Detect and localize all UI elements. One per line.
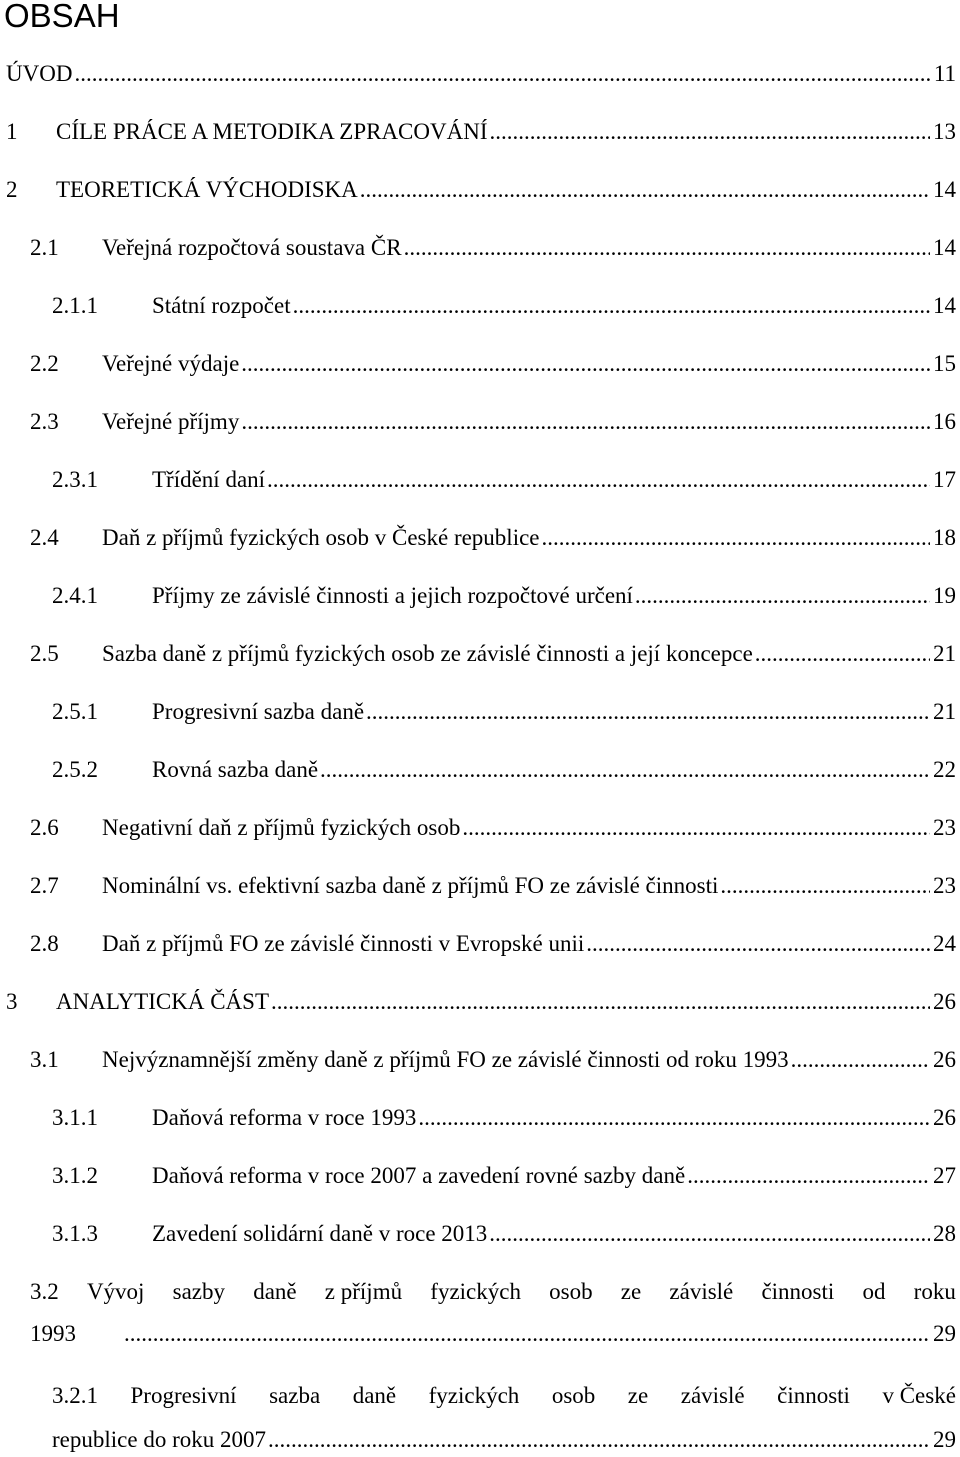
toc-entry-number: 2.6 <box>30 815 59 840</box>
toc-entry-number: 2.5.2 <box>52 757 98 782</box>
toc-entry-title: Nominální vs. efektivní sazba daně z příjmů FO ze závislé činnosti <box>102 873 719 898</box>
dot-leader <box>540 522 930 554</box>
toc-entry-number: 2.1.1 <box>52 293 98 318</box>
dot-leader <box>265 464 930 496</box>
toc-entry-number: 3.2 <box>30 1279 59 1304</box>
toc-entry-number: 2.8 <box>30 931 59 956</box>
toc-entry-word: Progresivní <box>130 1383 237 1408</box>
toc-entry-number: 2.3.1 <box>52 467 98 492</box>
dot-leader <box>718 870 930 902</box>
dot-leader <box>364 696 930 728</box>
dot-leader <box>487 1218 930 1250</box>
toc-entry[interactable] <box>30 638 956 670</box>
toc-entry-title: Sazba daně z příjmů fyzických osob ze závislé činnosti a její koncepce <box>102 641 753 666</box>
toc-entry-number: 2.5.1 <box>52 699 98 724</box>
toc-page-number: 14 <box>933 177 956 202</box>
toc-page-number: 18 <box>933 525 956 550</box>
toc-entry-title: Veřejné výdaje <box>102 351 240 376</box>
toc-entry-title: Daň z příjmů FO ze závislé činnosti v Evropské unii <box>102 931 585 956</box>
dot-leader <box>239 406 930 438</box>
toc-entry[interactable] <box>6 174 956 206</box>
toc-entry[interactable] <box>6 986 956 1018</box>
dot-leader <box>266 1424 930 1456</box>
toc-page-number: 16 <box>933 409 956 434</box>
toc-entry[interactable] <box>30 812 956 844</box>
toc-entry-title: Progresivní sazba daně <box>152 699 365 724</box>
toc-entry-number: 2.1 <box>30 235 59 260</box>
dot-leader <box>402 232 930 264</box>
toc-entry-line[interactable] <box>30 1276 956 1308</box>
toc-page-number: 19 <box>933 583 956 608</box>
toc-entry-number: 2.5 <box>30 641 59 666</box>
toc-entry[interactable] <box>30 1044 956 1076</box>
toc-entry-number: 3.1 <box>30 1047 59 1072</box>
toc-entry-title: Státní rozpočet <box>152 293 291 318</box>
toc-entry-number: 2.4.1 <box>52 583 98 608</box>
toc-entry-word: Vývoj <box>86 1279 145 1304</box>
toc-entry-word: daně <box>253 1279 297 1304</box>
toc-entry-title: Zavedení solidární daně v roce 2013 <box>152 1221 488 1246</box>
toc-entry-word: závislé <box>669 1279 734 1304</box>
toc-entry[interactable] <box>30 232 956 264</box>
toc-entry-word: fyzických <box>430 1279 521 1304</box>
toc-entry[interactable] <box>52 754 956 786</box>
toc-page-number: 22 <box>933 757 956 782</box>
dot-leader <box>358 174 930 206</box>
toc-entry-word: fyzických <box>428 1383 520 1408</box>
toc-entry[interactable] <box>30 406 956 438</box>
toc-entry[interactable] <box>6 116 956 148</box>
toc-entry-word: sazba <box>269 1383 321 1408</box>
toc-entry-word: osob <box>549 1279 593 1304</box>
toc-page-number: 27 <box>933 1163 956 1188</box>
dot-leader <box>753 638 930 670</box>
toc-page-number: 26 <box>933 989 956 1014</box>
toc-entry-word: ze <box>627 1383 649 1408</box>
toc-entry-number: 3.1.1 <box>52 1105 98 1130</box>
toc-entry-number: 3.1.3 <box>52 1221 98 1246</box>
toc-entry-word: od <box>862 1279 886 1304</box>
toc-entry[interactable] <box>30 928 956 960</box>
toc-entry[interactable] <box>6 58 956 90</box>
toc-page-number: 29 <box>933 1321 956 1346</box>
toc-entry-title: Příjmy ze závislé činnosti a jejich rozpočtové určení <box>152 583 633 608</box>
toc-entry[interactable] <box>30 870 956 902</box>
toc-page-number: 23 <box>933 815 956 840</box>
toc-entry-title: ÚVOD <box>6 61 73 86</box>
dot-leader <box>416 1102 930 1134</box>
toc-page-number: 26 <box>933 1105 956 1130</box>
toc-entry-word: daně <box>352 1383 397 1408</box>
toc-entry-line[interactable] <box>30 1318 956 1350</box>
toc-entry-title: Daň z příjmů fyzických osob v České republice <box>102 525 540 550</box>
toc-entry-word: osob <box>551 1383 596 1408</box>
toc-entry-title: CÍLE PRÁCE A METODIKA ZPRACOVÁNÍ <box>56 119 488 144</box>
toc-entry[interactable] <box>52 1102 956 1134</box>
toc-entry-line[interactable] <box>52 1380 956 1412</box>
dot-leader <box>488 116 931 148</box>
dot-leader <box>460 812 930 844</box>
toc-entry-number: 2.4 <box>30 525 59 550</box>
toc-entry-number: 2.7 <box>30 873 59 898</box>
toc-entry-title: TEORETICKÁ VÝCHODISKA <box>56 177 358 202</box>
toc-entry-word: ze <box>620 1279 642 1304</box>
toc-entry-word: činnosti <box>761 1279 835 1304</box>
toc-entry[interactable] <box>30 522 956 554</box>
toc-page-number: 11 <box>933 61 956 86</box>
toc-entry-title: republice do roku 2007 <box>52 1427 266 1452</box>
toc-entry[interactable] <box>52 580 956 612</box>
toc-entry-word: sazby <box>172 1279 225 1304</box>
toc-page-number: 24 <box>933 931 956 956</box>
toc-entry[interactable] <box>52 1218 956 1250</box>
toc-entry-title: ANALYTICKÁ ČÁST <box>56 989 269 1014</box>
dot-leader <box>239 348 930 380</box>
toc-entry[interactable] <box>52 464 956 496</box>
dot-leader <box>633 580 930 612</box>
toc-entry-number: 3.2.1 <box>52 1383 98 1408</box>
toc-entry-title: Negativní daň z příjmů fyzických osob <box>102 815 461 840</box>
toc-entry[interactable] <box>52 1160 956 1192</box>
dot-leader <box>789 1044 930 1076</box>
toc-entry-number: 3.1.2 <box>52 1163 98 1188</box>
toc-entry-number: 2 <box>6 177 18 202</box>
toc-page-number: 28 <box>933 1221 956 1246</box>
toc-entry-number: 2.2 <box>30 351 59 376</box>
toc-page-number: 26 <box>933 1047 956 1072</box>
toc-entry-number: 3 <box>6 989 18 1014</box>
toc-entry[interactable] <box>52 696 956 728</box>
toc-entry-number: 1 <box>6 119 18 144</box>
dot-leader <box>318 754 930 786</box>
dot-leader <box>584 928 930 960</box>
toc-entry-word: činnosti <box>777 1383 850 1408</box>
toc-page-number: 29 <box>933 1427 956 1452</box>
dot-leader <box>122 1318 930 1350</box>
toc-entry-title: 1993 <box>30 1321 122 1346</box>
toc-entry-title: Veřejné příjmy <box>102 409 240 434</box>
toc-entry-word: závislé <box>680 1383 745 1408</box>
toc-page-number: 21 <box>933 641 956 666</box>
dot-leader <box>685 1160 930 1192</box>
toc-page-number: 17 <box>933 467 956 492</box>
toc-entry-word: v České <box>882 1383 956 1408</box>
toc-entry[interactable] <box>30 348 956 380</box>
toc-entry[interactable] <box>52 290 956 322</box>
toc-entry-title: Veřejná rozpočtová soustava ČR <box>102 235 402 260</box>
toc-entry-title: Třídění daní <box>152 467 266 492</box>
toc-page-number: 15 <box>933 351 956 376</box>
toc-entry-title: Nejvýznamnější změny daně z příjmů FO ze závislé činnosti od roku 1993 <box>102 1047 789 1072</box>
page-title: OBSAH <box>4 0 120 34</box>
toc-page-number: 14 <box>933 235 956 260</box>
toc-entry-title: Daňová reforma v roce 1993 <box>152 1105 417 1130</box>
toc-page-number: 21 <box>933 699 956 724</box>
toc-entry-word: roku <box>913 1279 956 1304</box>
toc-entry-title: Rovná sazba daně <box>152 757 319 782</box>
toc-page-number: 14 <box>933 293 956 318</box>
toc-entry-line[interactable] <box>52 1424 956 1456</box>
dot-leader <box>269 986 930 1018</box>
dot-leader <box>291 290 930 322</box>
dot-leader <box>72 58 930 90</box>
toc-entry-title: Daňová reforma v roce 2007 a zavedení rovné sazby daně <box>152 1163 686 1188</box>
toc-entry-word: z příjmů <box>324 1279 403 1304</box>
toc-entry-number: 2.3 <box>30 409 59 434</box>
toc-page-number: 13 <box>933 119 956 144</box>
toc-page-number: 23 <box>933 873 956 898</box>
